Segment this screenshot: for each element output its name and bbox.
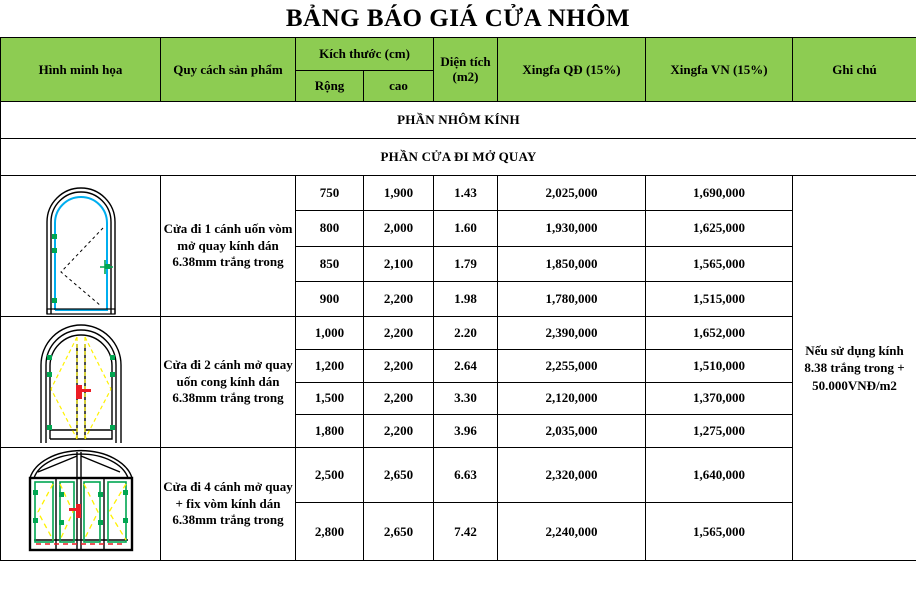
cell-height: 2,000: [364, 211, 434, 246]
cell-width: 2,500: [296, 448, 364, 503]
cell-price-vn: 1,652,000: [646, 317, 793, 350]
document-title-bar: [0, 0, 916, 37]
col-header-area: Diện tích (m2): [434, 38, 498, 102]
table-header: [1, 38, 916, 102]
section-row-cua-di-mo-quay: [1, 139, 916, 176]
cell-price-vn: 1,625,000: [646, 211, 793, 246]
cell-width: 850: [296, 246, 364, 281]
cell-height: 2,650: [364, 503, 434, 561]
cell-price-vn: 1,510,000: [646, 349, 793, 382]
cell-height: 2,200: [364, 415, 434, 448]
price-table: [0, 37, 916, 561]
cell-price-qd: 2,390,000: [498, 317, 646, 350]
section-row-nhom-kinh: [1, 102, 916, 139]
cell-price-qd: 1,780,000: [498, 281, 646, 316]
cell-width: 1,200: [296, 349, 364, 382]
cell-price-qd: 2,320,000: [498, 448, 646, 503]
arched-single-door-icon: [1, 176, 160, 316]
cell-height: 2,200: [364, 281, 434, 316]
cell-price-qd: 2,255,000: [498, 349, 646, 382]
col-header-height: cao: [364, 71, 434, 102]
cell-price-vn: 1,565,000: [646, 246, 793, 281]
cell-area: 1.60: [434, 211, 498, 246]
note-cell: Nếu sử dụng kính 8.38 trắng trong + 50.000VNĐ/m2: [793, 176, 916, 561]
col-header-note: Ghi chú: [793, 38, 916, 102]
cell-price-qd: 1,850,000: [498, 246, 646, 281]
cell-width: 2,800: [296, 503, 364, 561]
cell-height: 1,900: [364, 176, 434, 211]
cell-price-vn: 1,565,000: [646, 503, 793, 561]
cell-width: 1,500: [296, 382, 364, 415]
cell-area: 3.30: [434, 382, 498, 415]
cell-area: 2.64: [434, 349, 498, 382]
cell-width: 1,000: [296, 317, 364, 350]
col-header-price-qd: Xingfa QĐ (15%): [498, 38, 646, 102]
col-header-spec: Quy cách sản phẩm: [161, 38, 296, 102]
cell-area: 6.63: [434, 448, 498, 503]
cell-height: 2,650: [364, 448, 434, 503]
cell-price-vn: 1,275,000: [646, 415, 793, 448]
cell-width: 1,800: [296, 415, 364, 448]
cell-area: 1.98: [434, 281, 498, 316]
cell-width: 750: [296, 176, 364, 211]
product-image-cell-1: [1, 176, 161, 317]
cell-price-qd: 1,930,000: [498, 211, 646, 246]
page-title: BẢNG BÁO GIÁ CỬA NHÔM: [285, 5, 631, 32]
cell-height: 2,200: [364, 349, 434, 382]
cell-area: 3.96: [434, 415, 498, 448]
cell-price-qd: 2,240,000: [498, 503, 646, 561]
cell-price-vn: 1,370,000: [646, 382, 793, 415]
cell-area: 1.43: [434, 176, 498, 211]
table-row: [1, 176, 916, 211]
col-header-size-group: Kích thước (cm): [296, 38, 434, 71]
cell-area: 2.20: [434, 317, 498, 350]
cell-width: 800: [296, 211, 364, 246]
cell-height: 2,100: [364, 246, 434, 281]
table-body: [1, 102, 916, 561]
arched-double-door-icon: [1, 317, 160, 447]
product-image-cell-3: [1, 448, 161, 561]
product-spec-3: Cửa đi 4 cánh mở quay + fix vòm kính dán 6.38mm trắng trong: [161, 448, 296, 561]
cell-price-vn: 1,690,000: [646, 176, 793, 211]
cell-width: 900: [296, 281, 364, 316]
cell-area: 1.79: [434, 246, 498, 281]
cell-area: 7.42: [434, 503, 498, 561]
col-header-width: Rộng: [296, 71, 364, 102]
col-header-price-vn: Xingfa VN (15%): [646, 38, 793, 102]
cell-price-qd: 2,120,000: [498, 382, 646, 415]
cell-price-qd: 2,025,000: [498, 176, 646, 211]
cell-price-qd: 2,035,000: [498, 415, 646, 448]
cell-price-vn: 1,640,000: [646, 448, 793, 503]
arched-quad-door-icon: [1, 448, 160, 560]
cell-price-vn: 1,515,000: [646, 281, 793, 316]
col-header-image: Hình minh họa: [1, 38, 161, 102]
cell-height: 2,200: [364, 382, 434, 415]
product-image-cell-2: [1, 317, 161, 448]
cell-height: 2,200: [364, 317, 434, 350]
table-row: [1, 448, 916, 503]
section-title-cua-di-mo-quay: PHẦN CỬA ĐI MỞ QUAY: [1, 139, 916, 176]
product-spec-1: Cửa đi 1 cánh uốn vòm mở quay kính dán 6.38mm trắng trong: [161, 176, 296, 317]
product-spec-2: Cửa đi 2 cánh mở quay uốn cong kính dán 6.38mm trắng trong: [161, 317, 296, 448]
table-row: [1, 317, 916, 350]
section-title-nhom-kinh: PHẦN NHÔM KÍNH: [1, 102, 916, 139]
